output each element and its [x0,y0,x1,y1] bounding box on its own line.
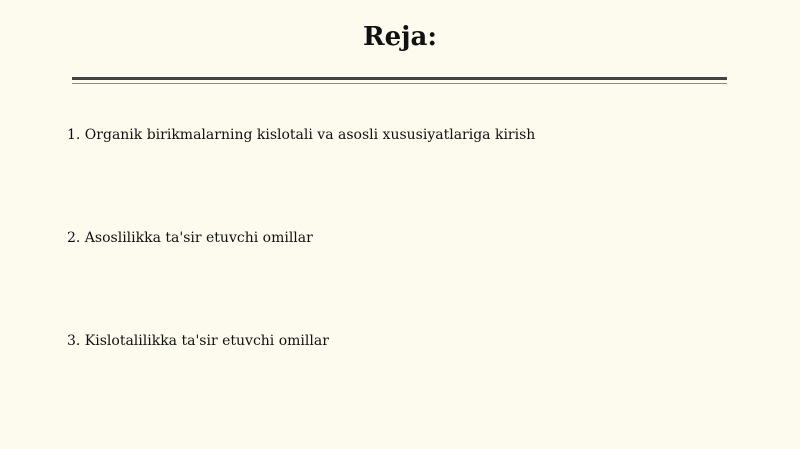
slide-title: Reja: [362,22,437,52]
plan-item-2: 2. Asoslilikka ta'sir etuvchi omillar [67,230,313,246]
title-divider-thin [72,83,727,84]
title-divider-thick [72,77,727,80]
plan-item-1: 1. Organik birikmalarning kislotali va asosli xususiyatlariga kirish [67,127,536,143]
plan-item-3: 3. Kislotalilikka ta'sir etuvchi omillar [67,333,329,349]
